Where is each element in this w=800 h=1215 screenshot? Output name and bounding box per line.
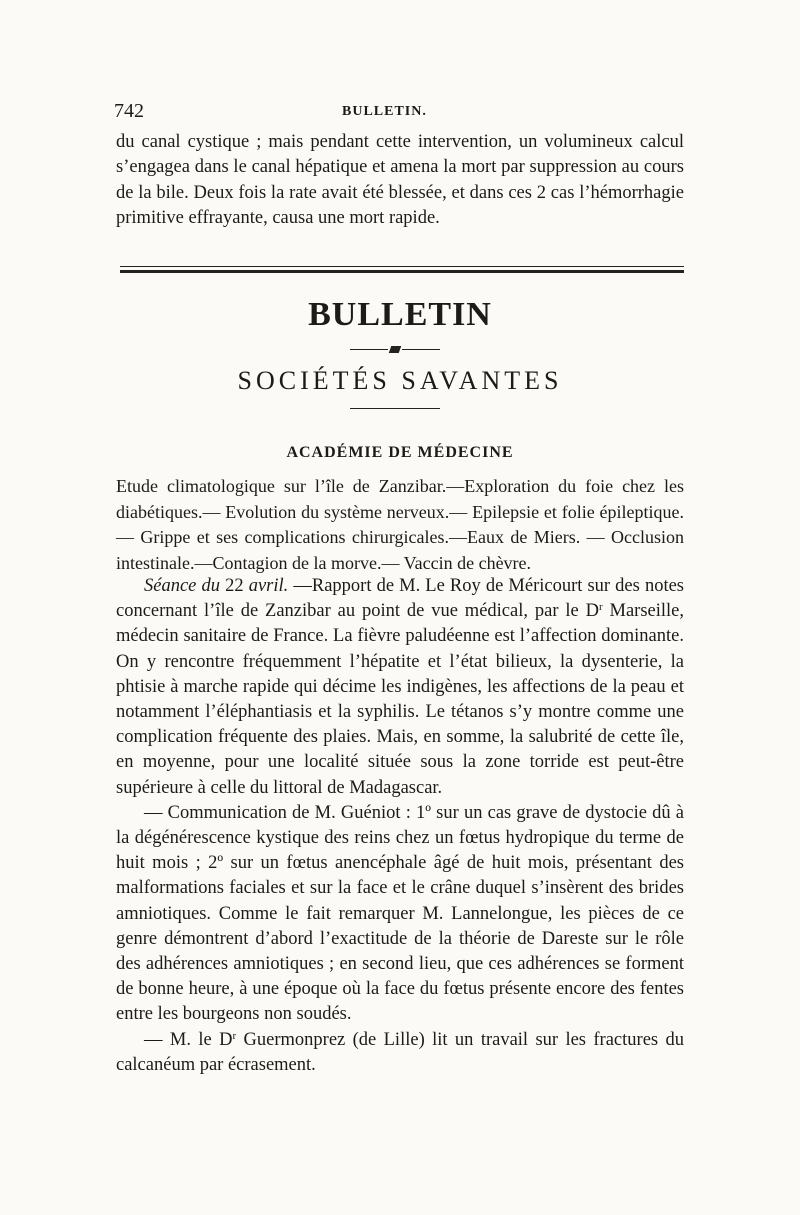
paragraph-gueniot: — Communication de M. Guéniot : 1º sur un cas grave de dystocie dû à la dégénérescence kystique des reins chez un fœtus hydropique du terme de huit mois ; 2º sur un fœtus anencéphale âgé de huit mois, présentant des malformations faciales et sur la face et le crâne duquel s’insèrent des brides amniotiques. Comme le fait remarquer M. Lannelongue, les pièces de ce genre démontrent d’abord l’exactitude de la théorie de Dareste sur le rôle des adhérences amniotiques ; en second lieu, que ces adhérences se forment de bonne heure, à une époque où la face du fœtus présente encore des fentes entre les bourgeons non soudés. <box>116 802 684 1025</box>
carryover-section <box>116 130 684 231</box>
guermonprez-text-end: Guermonprez (de Lille) lit un travail sur les fractures du calcanéum par écrasement. <box>116 1029 684 1075</box>
body-text <box>116 574 684 1078</box>
page-number: 742 <box>114 100 144 122</box>
ornament-diamond-icon <box>389 346 402 353</box>
seance-day: 22 <box>219 576 249 596</box>
subtitle-rule <box>350 408 440 409</box>
double-rule-divider <box>120 266 684 273</box>
doctor-superscript: r <box>232 1029 237 1042</box>
doctor-superscript: r <box>598 601 603 614</box>
guermonprez-text-start: — M. le D <box>144 1029 233 1050</box>
thick-rule <box>120 270 684 273</box>
bulletin-title: BULLETIN <box>308 296 492 333</box>
summary-paragraph: Etude climatologique sur l’île de Zanzibar.—Exploration du foie chez les diabétiques.— Evolution du système nerveux.— Epilepsie et folie épileptique.— Grippe et ses complications chirurgicales.—Eaux de Miers. — Occlusion intestinale.—Contagion de la morve.— Vaccin de chèvre. <box>116 476 684 573</box>
thin-rule <box>120 266 684 267</box>
ornament-line-right <box>402 349 440 350</box>
section-subtitle: SOCIÉTÉS SAVANTES <box>237 366 563 395</box>
carryover-paragraph: du canal cystique ; mais pendant cette intervention, un volumineux calcul s’engagea dans le canal hépatique et amena la mort par suppression au cours de la bile. Deux fois la rate avait été blessée, et dans ces 2 cas l’hémorrhagie primitive effrayante, causa une mort rapide. <box>116 132 684 228</box>
paragraph-seance <box>116 574 684 801</box>
seance-month: avril. <box>248 576 289 596</box>
seance-text-end: Marseille, médecin sanitaire de France. La fièvre paludéenne est l’affection dominante. On y rencontre fréquemment l’hépatite et l’état bilieux, la dysenterie, la phtisie à marche rapide qui décime les indigènes, les affections de la peau et notamment l’éléphantiasis et la syphilis. Le tétanos s’y montre comme une complication fréquente des plaies. Mais, en somme, la salubrité de cette île, en moyenne, pour une localité située sous la zone torride est peut-être supérieure à celle du littoral de Madagascar. <box>116 601 684 798</box>
page-header <box>116 100 684 124</box>
seance-text-start: —Rapport de M. Le Roy de Méricourt sur des notes concernant l’île de Zanzibar au point de vue médical, par le D <box>116 576 684 622</box>
academy-heading: ACADÉMIE DE MÉDECINE <box>286 444 514 461</box>
summary-block <box>116 474 684 576</box>
seance-label: Séance du <box>144 576 220 596</box>
running-head: BULLETIN. <box>342 104 427 119</box>
ornament-divider <box>350 346 440 352</box>
ornament-line-left <box>350 349 388 350</box>
paragraph-guermonprez <box>116 1028 684 1078</box>
